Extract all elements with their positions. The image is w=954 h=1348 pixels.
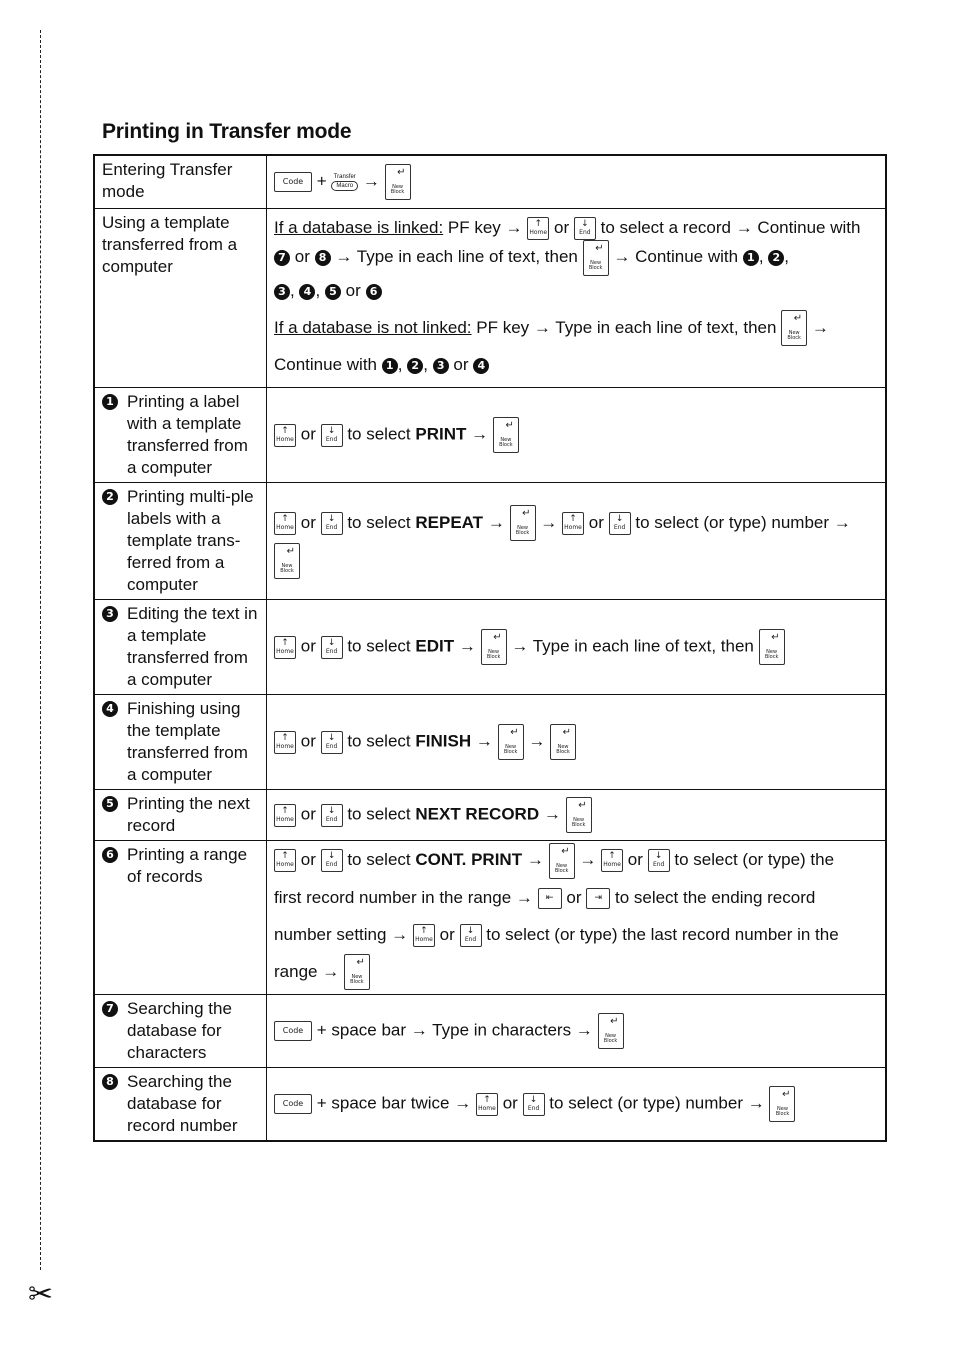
transfer-mode-table (93, 154, 887, 1142)
table-row (94, 841, 886, 995)
home-key-icon: ↑ Home (274, 512, 296, 535)
code-key-icon: Code (274, 1021, 312, 1041)
end-key-icon: ↓ End (460, 924, 482, 947)
new-block-key-icon: ↵ New Block (344, 954, 370, 990)
scissors-icon: ✂ (28, 1277, 54, 1312)
row-label: Printing a label with a template transferred from a computer (127, 392, 248, 478)
home-key-icon: ↑ Home (413, 924, 435, 947)
circled-number: 7 (274, 250, 290, 266)
circled-number: 1 (382, 358, 398, 374)
circled-number: 4 (299, 284, 315, 300)
row-instruction: ↑ Home or ↓ End to select EDIT → ↵ New Block → Type in each line of text, then ↵ New Block (267, 600, 887, 695)
row-instruction: Code + space bar → Type in characters → ↵ New Block (267, 995, 887, 1068)
table-row (94, 995, 886, 1068)
new-block-key-icon: ↵ New Block (481, 629, 507, 665)
home-key-icon: ↑ Home (274, 849, 296, 872)
circled-number: 1 (743, 250, 759, 266)
home-key-icon: ↑ Home (601, 849, 623, 872)
row-instruction: ↑ Home or ↓ End to select REPEAT → ↵ New Block → ↑ Home or ↓ End to select (or type) number → ↵ New Block (267, 483, 887, 600)
row-label: Editing the text in a template transferred from a computer (127, 604, 258, 690)
new-block-key-icon: ↵ New Block (598, 1013, 624, 1049)
table-row (94, 155, 886, 209)
circled-number: 2 (407, 358, 423, 374)
new-block-key-icon: ↵ New Block (493, 417, 519, 453)
circled-number: 5 (325, 284, 341, 300)
new-block-key-icon: ↵ New Block (510, 505, 536, 541)
new-block-key-icon: ↵ New Block (769, 1086, 795, 1122)
circled-number: 5 (102, 796, 118, 812)
tab-left-key-icon: ⇤ (538, 888, 562, 909)
circled-number: 6 (366, 284, 382, 300)
table-row (94, 1068, 886, 1142)
new-block-key-icon: ↵ New Block (550, 724, 576, 760)
new-block-key-icon: ↵ New Block (781, 310, 807, 346)
home-key-icon: ↑ Home (562, 512, 584, 535)
new-block-key-icon: ↵ New Block (274, 543, 300, 579)
code-key-icon: Code (274, 172, 312, 192)
end-key-icon: ↓ End (321, 731, 343, 754)
end-key-icon: ↓ End (648, 849, 670, 872)
row-label: Searching the database for record number (127, 1072, 238, 1136)
end-key-icon: ↓ End (574, 217, 596, 240)
row-instruction: ↑ Home or ↓ End to select FINISH → ↵ New Block → ↵ New Block (267, 695, 887, 790)
row-label: Finishing using the template transferred from a computer (127, 699, 248, 785)
new-block-key-icon: ↵ New Block (759, 629, 785, 665)
end-key-icon: ↓ End (321, 512, 343, 535)
circled-number: 7 (102, 1001, 118, 1017)
circled-number: 2 (768, 250, 784, 266)
row-instruction: ↑ Home or ↓ End to select CONT. PRINT → ↵ New Block → ↑ Home or ↓ End to select (or type) the first record number in the range → ⇤ or ⇥ to select the ending record number setting → ↑ Home or ↓ End to select (or type) the last record number in the range → ↵ New Block (267, 841, 887, 995)
end-key-icon: ↓ End (321, 636, 343, 659)
table-row (94, 388, 886, 483)
page-title: Printing in Transfer mode (102, 120, 352, 143)
home-key-icon: ↑ Home (274, 424, 296, 447)
circled-number: 3 (102, 606, 118, 622)
home-key-icon: ↑ Home (476, 1093, 498, 1116)
code-key-icon: Code (274, 1094, 312, 1114)
circled-number: 2 (102, 489, 118, 505)
end-key-icon: ↓ End (321, 424, 343, 447)
new-block-key-icon: ↵ New Block (549, 843, 575, 879)
table-row (94, 209, 886, 388)
circled-number: 1 (102, 394, 118, 410)
end-key-icon: ↓ End (609, 512, 631, 535)
circled-number: 3 (274, 284, 290, 300)
row-label: Printing multi-ple labels with a template trans-ferred from a computer (127, 487, 254, 595)
tab-right-key-icon: ⇥ (586, 888, 610, 909)
row-label: Searching the database for characters (127, 999, 232, 1063)
circled-number: 3 (433, 358, 449, 374)
row-instruction: ↑ Home or ↓ End to select PRINT → ↵ New Block (267, 388, 887, 483)
transfer-macro-key-icon: Transfer Macro (331, 173, 358, 191)
new-block-key-icon: ↵ New Block (583, 240, 609, 276)
row-instruction: Code + space bar twice → ↑ Home or ↓ End to select (or type) number → ↵ New Block (267, 1068, 887, 1142)
end-key-icon: ↓ End (321, 849, 343, 872)
row-label: Printing the next record (127, 794, 250, 836)
circled-number: 8 (102, 1074, 118, 1090)
row-label: Entering Transfer mode (94, 155, 267, 209)
new-block-key-icon: ↵ New Block (385, 164, 411, 200)
end-key-icon: ↓ End (321, 804, 343, 827)
row-instruction: ↑ Home or ↓ End to select NEXT RECORD → ↵ New Block (267, 790, 887, 841)
new-block-key-icon: ↵ New Block (566, 797, 592, 833)
row-instruction: Code + Transfer Macro → ↵ New Block (267, 155, 887, 209)
circled-number: 6 (102, 847, 118, 863)
cut-line (40, 30, 41, 1270)
circled-number: 4 (102, 701, 118, 717)
end-key-icon: ↓ End (523, 1093, 545, 1116)
row-label: Using a template transferred from a computer (94, 209, 267, 388)
new-block-key-icon: ↵ New Block (498, 724, 524, 760)
table-row (94, 790, 886, 841)
home-key-icon: ↑ Home (274, 804, 296, 827)
home-key-icon: ↑ Home (274, 636, 296, 659)
row-instruction: If a database is linked: PF key → ↑ Home or ↓ End to select a record → Continue with 7 or 8 → Type in each line of text, then ↵ New Block → Continue with 1 , 2 , 3 , 4 , 5 or 6 If a database is not linked: PF key → Type in each line of text, then ↵ New Block → Continue with 1 , 2 , 3 or 4 (267, 209, 887, 388)
table-row (94, 483, 886, 600)
circled-number: 8 (315, 250, 331, 266)
circled-number: 4 (473, 358, 489, 374)
table-row (94, 695, 886, 790)
home-key-icon: ↑ Home (274, 731, 296, 754)
table-row (94, 600, 886, 695)
home-key-icon: ↑ Home (527, 217, 549, 240)
row-label: Printing a range of records (127, 845, 248, 887)
